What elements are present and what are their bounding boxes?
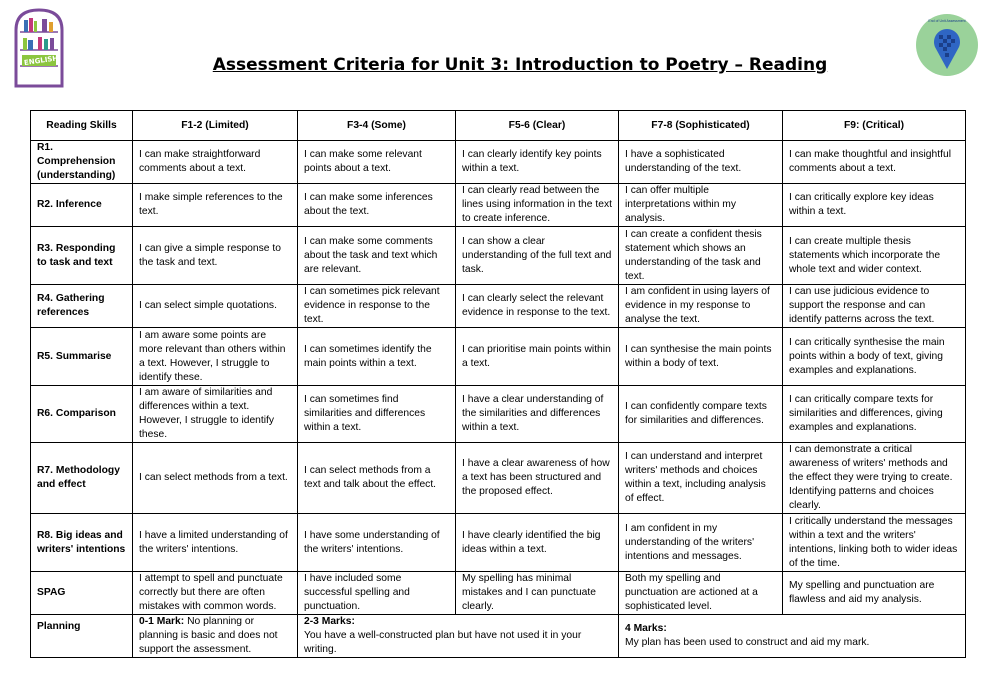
english-logo [14,8,64,88]
table-cell: I can confidently compare texts for similarities and differences. [619,386,783,443]
table-row [31,184,966,227]
planning-band-cell [619,615,966,658]
planning-mark-label: 4 Marks: [625,623,667,634]
table-cell: I am confident in using layers of evidence in my response to analyse the text. [619,285,783,328]
table-row [31,443,966,514]
table-cell: I am aware some points are more relevant than others within a text. However, I struggle to identify these. [133,328,298,386]
table-cell: I have included some successful spelling and punctuation. [298,572,456,615]
table-cell: I can select simple quotations. [133,285,298,328]
table-cell: I can select methods from a text and talk about the effect. [298,443,456,514]
table-cell: I can select methods from a text. [133,443,298,514]
english-bookshelf-logo-icon [14,8,64,88]
table-cell: I can sometimes identify the main points within a text. [298,328,456,386]
skill-label: R1. Comprehension (understanding) [31,141,133,184]
column-header: F5-6 (Clear) [456,111,619,141]
planning-row [31,615,966,658]
skill-label: R2. Inference [31,184,133,227]
table-cell: Both my spelling and punctuation are actioned at a sophisticated level. [619,572,783,615]
table-cell: I attempt to spell and punctuate correctly but there are often mistakes with common words. [133,572,298,615]
table-cell: I can make straightforward comments about a text. [133,141,298,184]
planning-band-cell [133,615,298,658]
skill-label: R3. Responding to task and text [31,227,133,285]
table-cell: I can critically compare texts for similarities and differences, giving examples and explanations. [783,386,966,443]
table-cell: I can give a simple response to the task and text. [133,227,298,285]
skill-label: Planning [31,615,133,658]
table-header-row [31,111,966,141]
table-cell: I can clearly identify key points within a text. [456,141,619,184]
column-header: F1-2 (Limited) [133,111,298,141]
planning-band-text: No planning or planning is basic and does not support the assessment. [139,616,278,655]
table-cell: I can make some comments about the task and text which are relevant. [298,227,456,285]
table-cell: I can create a confident thesis statement which shows an understanding of the task and text. [619,227,783,285]
skill-label: R5. Summarise [31,328,133,386]
table-row [31,514,966,572]
table-row [31,285,966,328]
table-cell: I can prioritise main points within a text. [456,328,619,386]
table-cell: My spelling and punctuation are flawless and aid my analysis. [783,572,966,615]
table-cell: I have clearly identified the big ideas within a text. [456,514,619,572]
assessment-criteria-table [30,110,966,658]
end-of-unit-logo-text: End of Unit Assessment [928,19,966,23]
table-cell: I can make some inferences about the text. [298,184,456,227]
planning-mark-label: 0-1 Mark: [139,616,185,627]
planning-mark-label: 2-3 Marks: [304,616,355,627]
table-row [31,328,966,386]
column-header: F3-4 (Some) [298,111,456,141]
table-cell: I can use judicious evidence to support the response and can identify patterns across the text. [783,285,966,328]
table-row [31,141,966,184]
table-cell: I can clearly select the relevant evidence in response to the text. [456,285,619,328]
planning-band-text: My plan has been used to construct and aid my mark. [625,637,870,648]
table-cell: I am aware of similarities and differences within a text. However, I struggle to identify these. [133,386,298,443]
table-cell: I have a sophisticated understanding of the text. [619,141,783,184]
skill-label: SPAG [31,572,133,615]
table-cell: I critically understand the messages within a text and the writers' intentions, linking both to wider ideas of the time. [783,514,966,572]
column-header: Reading Skills [31,111,133,141]
table-cell: I make simple references to the text. [133,184,298,227]
table-cell: I can make some relevant points about a text. [298,141,456,184]
table-cell: I can critically explore key ideas within a text. [783,184,966,227]
table-cell: I have a limited understanding of the writers' intentions. [133,514,298,572]
table-row [31,386,966,443]
table-cell: I can understand and interpret writers' methods and choices within a text, including analysis of effect. [619,443,783,514]
table-cell: I can demonstrate a critical awareness of writers' methods and the effect they were trying to create. Identifying patterns and choices clearly. [783,443,966,514]
table-cell: I am confident in my understanding of the writers' intentions and messages. [619,514,783,572]
table-cell: I have a clear awareness of how a text has been structured and the proposed effect. [456,443,619,514]
table-cell: I can create multiple thesis statements which incorporate the whole text and wider context. [783,227,966,285]
table-cell: I can offer multiple interpretations within my analysis. [619,184,783,227]
column-header: F7-8 (Sophisticated) [619,111,783,141]
table-cell: I have some understanding of the writers' intentions. [298,514,456,572]
page-title: Assessment Criteria for Unit 3: Introduction to Poetry – Reading [212,55,828,75]
skill-label: R6. Comparison [31,386,133,443]
table-cell: I can sometimes pick relevant evidence in response to the text. [298,285,456,328]
table-cell: I have a clear understanding of the similarities and differences within a text. [456,386,619,443]
skill-label: R8. Big ideas and writers' intentions [31,514,133,572]
table-row [31,572,966,615]
english-logo-text: ENGLISH [23,54,59,68]
planning-band-text: You have a well-constructed plan but have not used it in your writing. [304,630,582,655]
table-cell: My spelling has minimal mistakes and I can punctuate clearly. [456,572,619,615]
skill-label: R4. Gathering references [31,285,133,328]
table-cell: I can critically synthesise the main points within a body of text, giving examples and explanations. [783,328,966,386]
skill-label: R7. Methodology and effect [31,443,133,514]
table-cell: I can synthesise the main points within a body of text. [619,328,783,386]
planning-band-cell [298,615,619,658]
table-row [31,227,966,285]
table-cell: I can clearly read between the lines using information in the text to create inference. [456,184,619,227]
table-cell: I can show a clear understanding of the full text and task. [456,227,619,285]
column-header: F9: (Critical) [783,111,966,141]
table-cell: I can make thoughtful and insightful comments about a text. [783,141,966,184]
table-cell: I can sometimes find similarities and differences within a text. [298,386,456,443]
